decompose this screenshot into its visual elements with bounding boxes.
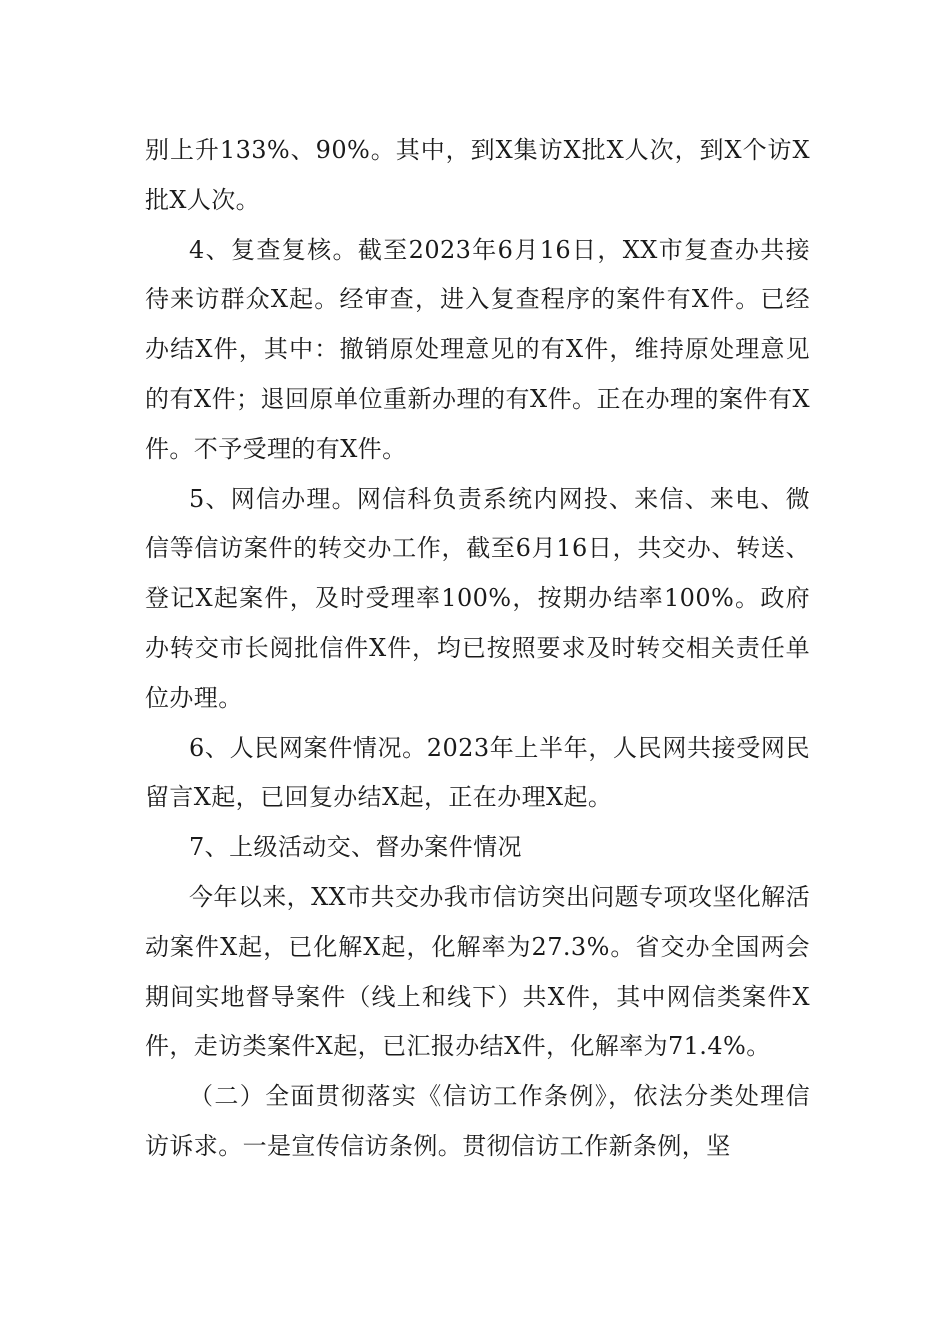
paragraph-heading-supervision: 7、上级活动交、督办案件情况 bbox=[189, 833, 522, 862]
document-body bbox=[145, 126, 810, 1172]
paragraph-section-two: （二）全面贯彻落实《信访工作条例》，依法分类处理信访诉求。一是宣传信访条例。贯彻信访工作新条例，坚 bbox=[145, 1082, 810, 1160]
paragraph-1: 别上升133%、90%。其中，到X集访X批X人次，到X个访X批X人次。 bbox=[145, 136, 810, 214]
paragraph-online-letters: 5、网信办理。网信科负责系统内网投、来信、来电、微信等信访案件的转交办工作，截至6月16日，共交办、转送、登记X起案件，及时受理率100%，按期办结率100%。政府办转交市长阅批信件X件，均已按照要求及时转交相关责任单位办理。 bbox=[145, 484, 810, 712]
paragraph-review: 4、复查复核。截至2023年6月16日，XX市复查办共接待来访群众X起。经审查，进入复查程序的案件有X件。已经办结X件，其中：撤销原处理意见的有X件，维持原处理意见的有X件；退回原单位重新办理的有X件。正在办理的案件有X件。不予受理的有X件。 bbox=[145, 235, 810, 463]
paragraph-people-net: 6、人民网案件情况。2023年上半年，人民网共接受网民留言X起，已回复办结X起，正在办理X起。 bbox=[145, 733, 810, 812]
paragraph-supervision-details: 今年以来，XX市共交办我市信访突出问题专项攻坚化解活动案件X起，已化解X起，化解率为27.3%。省交办全国两会期间实地督导案件（线上和线下）共X件，其中网信类案件X件，走访类案件X起，已汇报办结X件，化解率为71.4%。 bbox=[145, 882, 810, 1061]
